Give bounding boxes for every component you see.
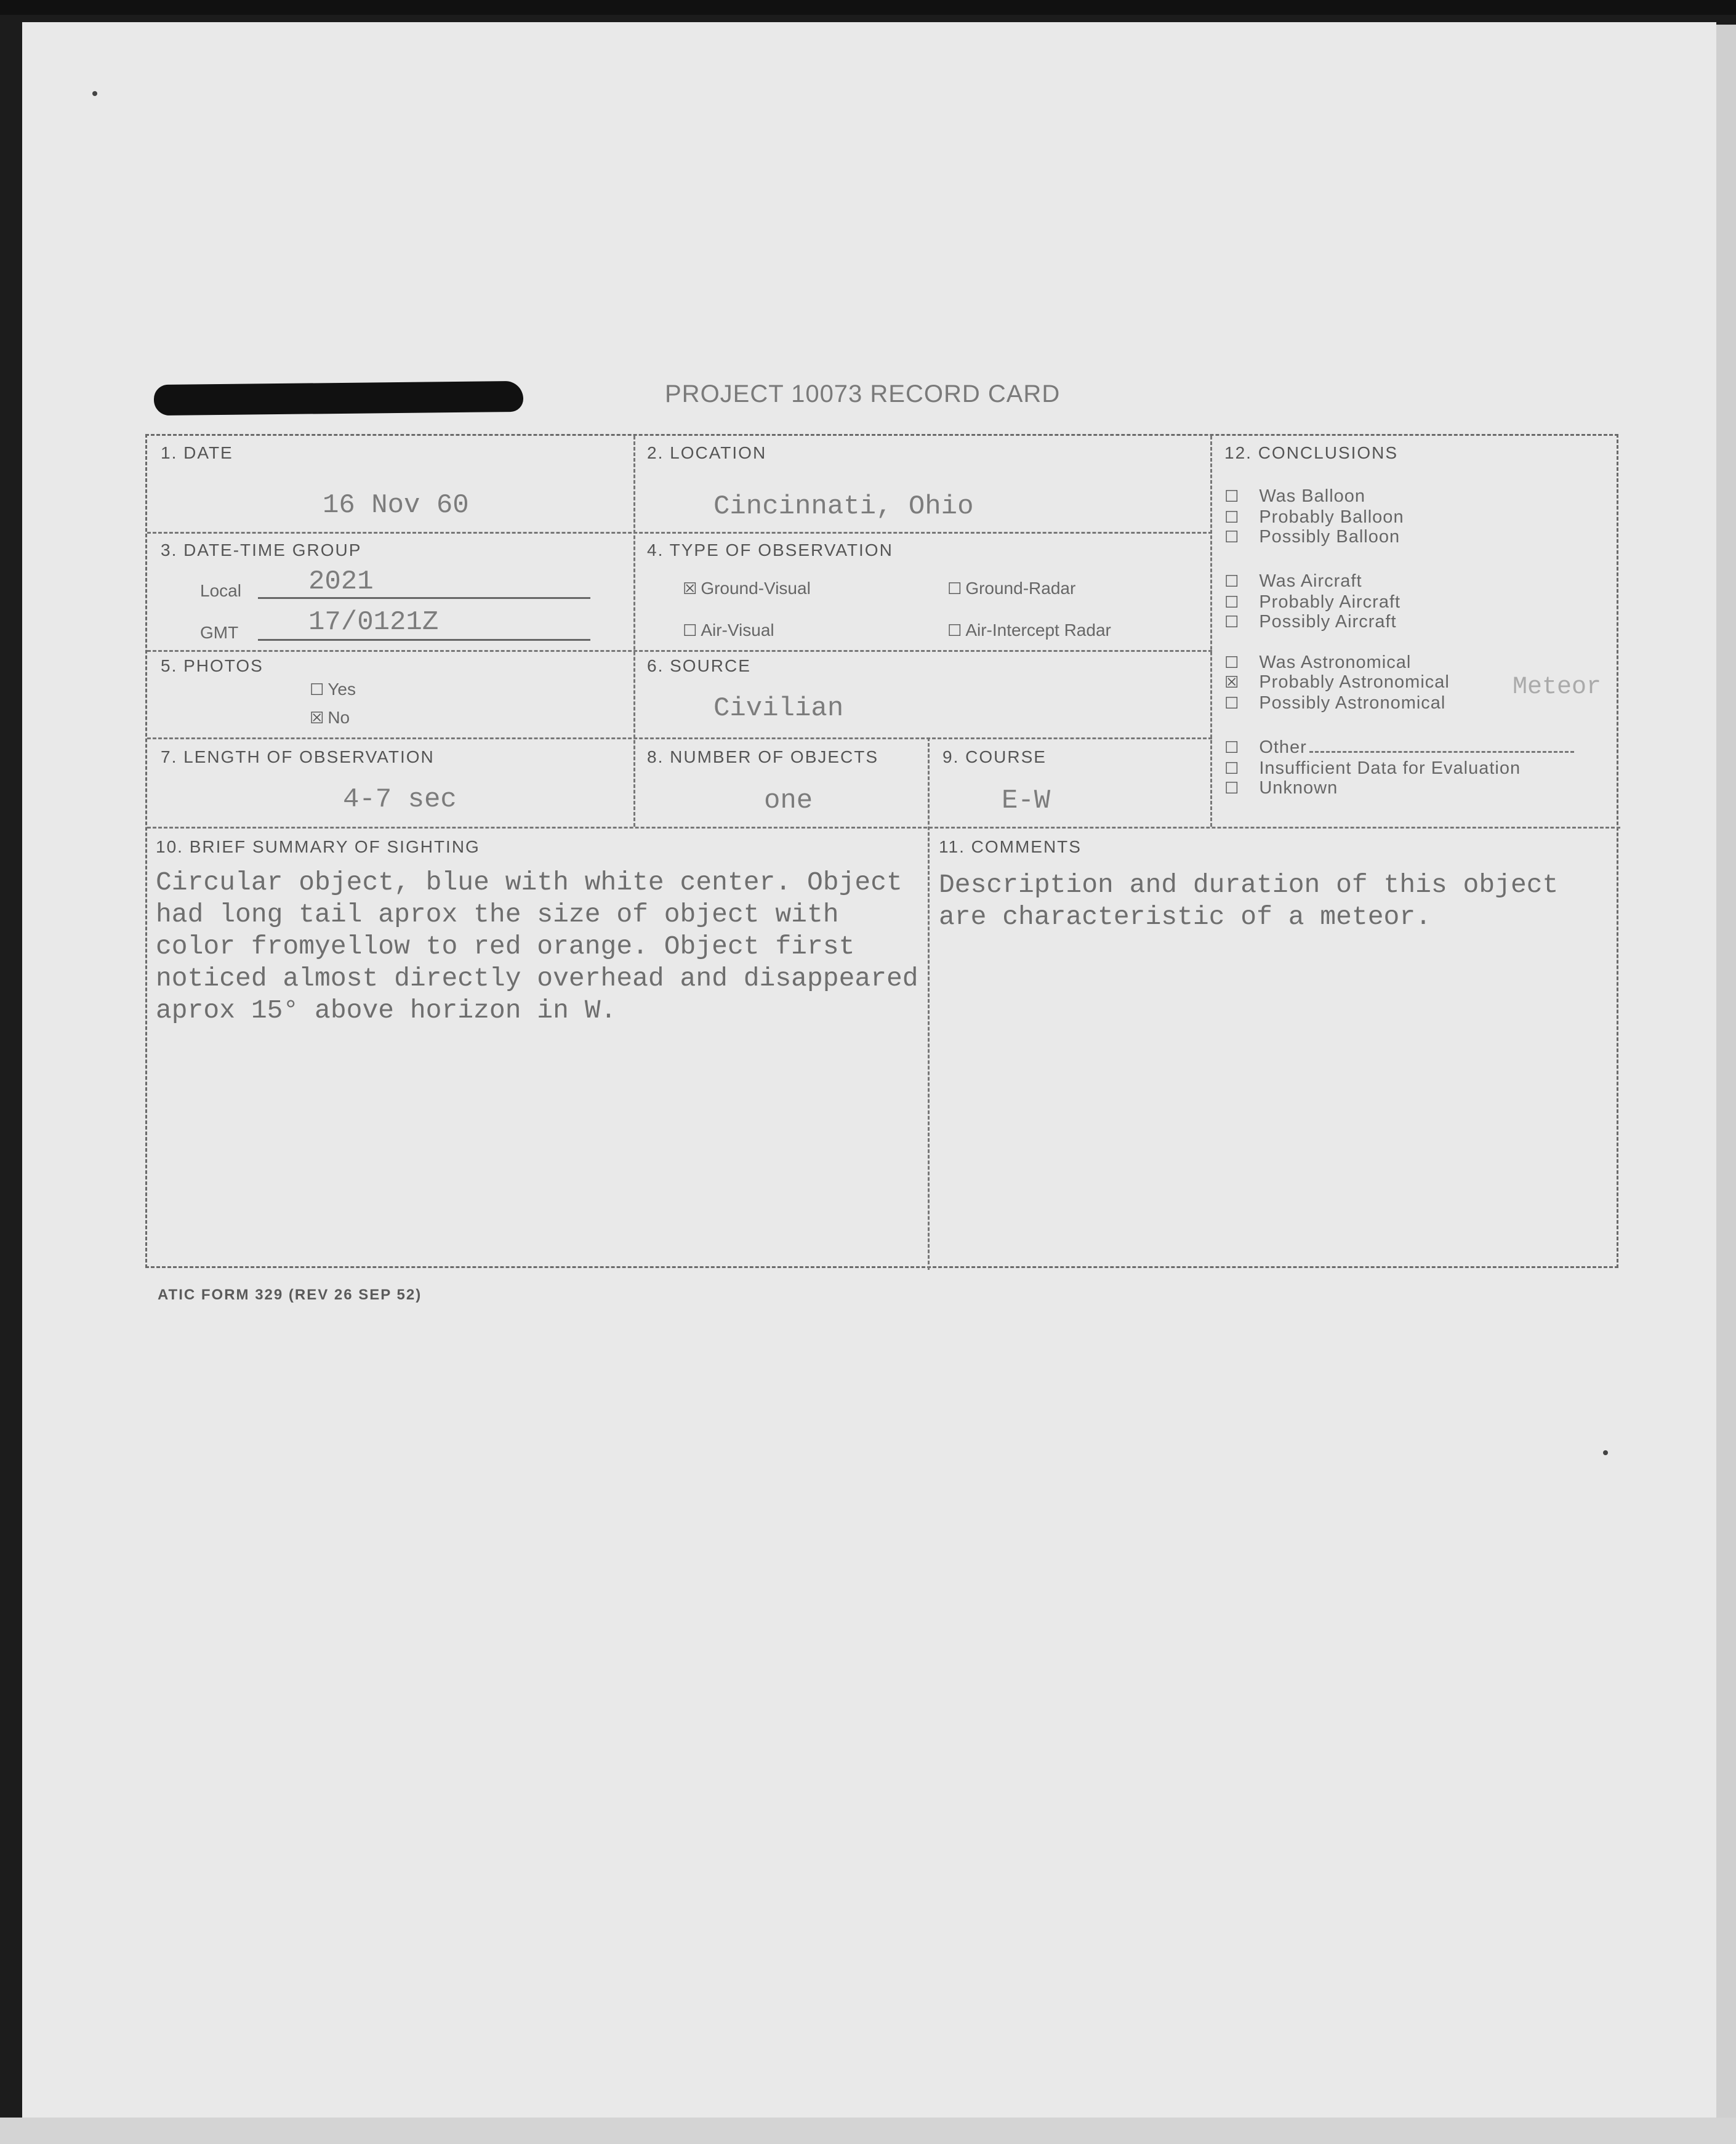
comments-label: 11. COMMENTS (939, 837, 1082, 856)
record-card (145, 434, 1618, 1268)
option-photos-yes: ☐ Yes (310, 680, 356, 699)
checkbox-icon: ☐ (1224, 508, 1240, 527)
checkbox-icon: ☐ (947, 580, 962, 598)
summary-label: 10. BRIEF SUMMARY OF SIGHTING (156, 837, 480, 856)
photos-label: 5. PHOTOS (161, 656, 263, 675)
checkbox-icon: ☐ (683, 622, 697, 640)
conclusion-label: Possibly Balloon (1259, 527, 1400, 547)
conclusions-label: 12. CONCLUSIONS (1224, 443, 1399, 462)
conclusion-item (1224, 592, 1400, 612)
option-air-visual: ☐ Air-Visual (683, 620, 774, 640)
conclusion-label: Unknown (1259, 778, 1338, 798)
rule (633, 436, 635, 827)
option-photos-no: ☒ No (310, 708, 350, 728)
gmt-value: 17/0121Z (308, 607, 439, 638)
conclusion-item (1224, 571, 1362, 592)
source-value: Civilian (713, 693, 844, 724)
course-label: 9. COURSE (942, 747, 1047, 766)
form-footer: ATIC FORM 329 (REV 26 SEP 52) (158, 1287, 422, 1303)
number-value: one (764, 785, 813, 816)
local-underline (258, 597, 590, 599)
conclusion-label: Other (1259, 737, 1307, 757)
local-label: Local (200, 581, 241, 600)
checkbox-icon: ☐ (1224, 654, 1240, 672)
scan-top-edge (0, 0, 1736, 15)
date-value: 16 Nov 60 (323, 490, 469, 521)
handwritten-note: Meteor (1513, 673, 1602, 701)
checkbox-icon: ☐ (1224, 779, 1240, 798)
checkbox-icon: ☐ (1224, 593, 1240, 612)
conclusion-item (1224, 507, 1404, 528)
conclusion-item (1224, 778, 1338, 798)
gmt-label: GMT (200, 623, 239, 642)
rule (147, 650, 1212, 652)
option-ground-visual: ☒ Ground-Visual (683, 579, 811, 598)
conclusion-item (1224, 486, 1365, 507)
other-underline (1309, 751, 1574, 753)
checkbox-icon: ☐ (1224, 572, 1240, 591)
conclusion-item (1224, 758, 1521, 779)
date-label: 1. DATE (161, 443, 233, 462)
conclusion-item (1224, 527, 1400, 547)
conclusion-label: Was Balloon (1259, 486, 1366, 506)
gmt-underline (258, 639, 590, 641)
scan-right-edge (1716, 25, 1736, 2144)
checkbox-icon: ☐ (1224, 739, 1240, 757)
rule (147, 737, 1212, 739)
conclusion-label: Probably Astronomical (1259, 672, 1450, 692)
length-value: 4-7 sec (343, 784, 457, 815)
length-label: 7. LENGTH OF OBSERVATION (161, 747, 435, 766)
conclusion-label: Insufficient Data for Evaluation (1259, 758, 1521, 778)
checkbox-checked-icon: ☒ (683, 580, 697, 598)
option-air-intercept-radar: ☐ Air-Intercept Radar (947, 620, 1111, 640)
conclusion-label: Probably Balloon (1259, 507, 1404, 527)
comments-text: Description and duration of this object are characteristic of a meteor. (939, 870, 1559, 932)
conclusion-label: Was Aircraft (1259, 571, 1362, 591)
observation-type-label: 4. TYPE OF OBSERVATION (647, 540, 893, 560)
rule (928, 737, 930, 1270)
number-label: 8. NUMBER OF OBJECTS (647, 747, 879, 766)
checkbox-icon: ☐ (1224, 694, 1240, 713)
checkbox-checked-icon: ☒ (310, 709, 324, 728)
card-title: PROJECT 10073 RECORD CARD (665, 380, 1061, 408)
conclusion-item (1224, 612, 1397, 632)
conclusion-label: Probably Aircraft (1259, 592, 1401, 612)
checkbox-icon: ☐ (1224, 760, 1240, 778)
summary-text: Circular object, blue with white center. Object had long tail aprox the size of object with color fromyellow to red orange. Object first noticed almost directly overhead and disappeared aprox 15° above horizon in W. (156, 867, 918, 1026)
local-value: 2021 (308, 566, 374, 597)
conclusion-item (1224, 672, 1450, 693)
checkbox-icon: ☐ (947, 622, 962, 640)
rule (1210, 436, 1212, 827)
scan-bottom-edge (0, 2118, 1736, 2144)
rule (147, 827, 1620, 829)
conclusion-item (1224, 737, 1574, 758)
location-label: 2. LOCATION (647, 443, 767, 462)
speck (1603, 1450, 1608, 1455)
checkbox-icon: ☐ (1224, 613, 1240, 632)
speck (92, 91, 97, 96)
checkbox-icon: ☐ (1224, 488, 1240, 506)
redaction-bar (154, 381, 523, 416)
conclusion-item (1224, 652, 1411, 673)
course-value: E-W (1002, 785, 1051, 816)
option-ground-radar: ☐ Ground-Radar (947, 579, 1076, 598)
dtg-label: 3. DATE-TIME GROUP (161, 540, 362, 560)
checkbox-icon: ☐ (310, 681, 324, 699)
conclusion-label: Possibly Astronomical (1259, 693, 1446, 713)
location-value: Cincinnati, Ohio (713, 491, 974, 522)
source-label: 6. SOURCE (647, 656, 751, 675)
rule (147, 532, 1212, 534)
checkbox-checked-icon: ☒ (1224, 673, 1240, 692)
checkbox-icon: ☐ (1224, 528, 1240, 547)
conclusion-label: Was Astronomical (1259, 652, 1412, 672)
conclusion-label: Possibly Aircraft (1259, 612, 1397, 632)
conclusion-item (1224, 693, 1445, 713)
